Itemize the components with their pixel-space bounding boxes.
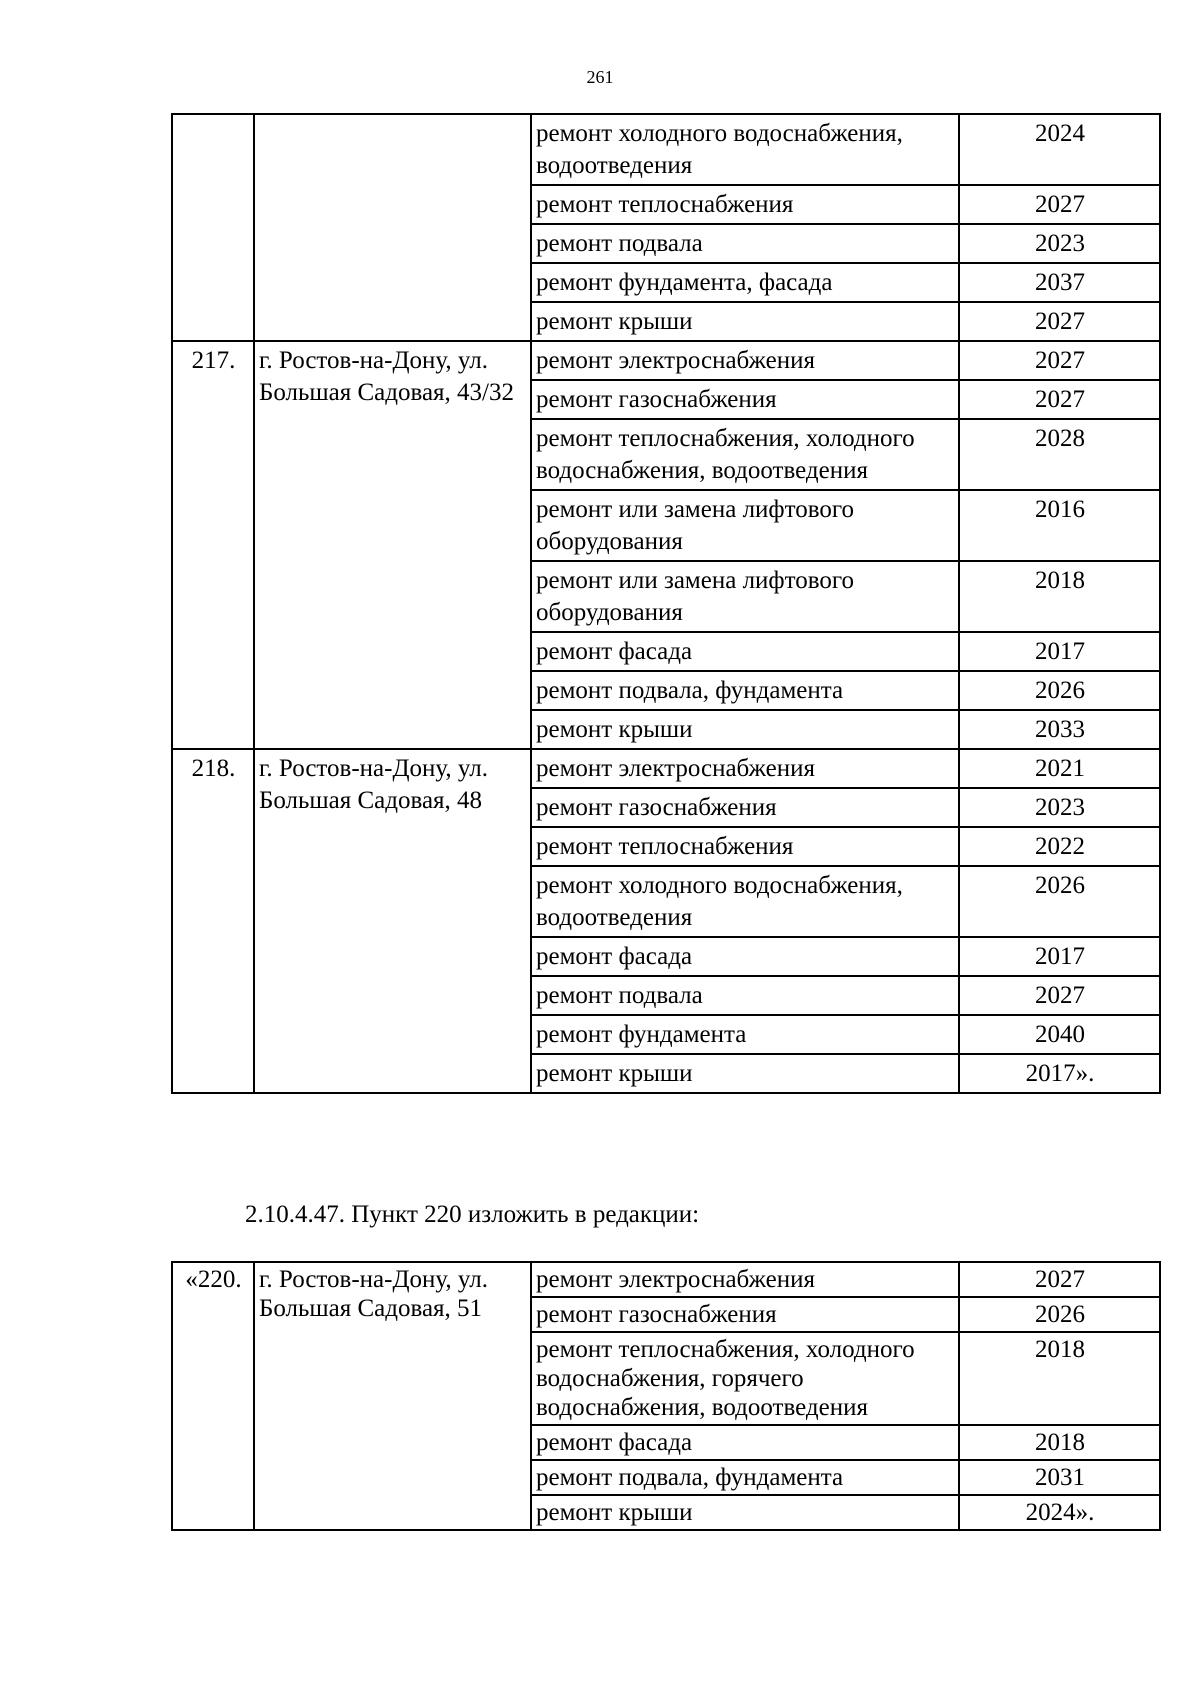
year-cell: 2021 xyxy=(959,749,1160,788)
work-type-cell: ремонт холодного водоснабжения, водоотведения xyxy=(531,866,959,937)
work-type-cell: ремонт фасада xyxy=(531,632,959,671)
year-cell: 2018 xyxy=(959,561,1160,632)
work-type-cell: ремонт или замена лифтового оборудования xyxy=(531,490,959,561)
address-cell: г. Ростов-на-Дону, ул. Большая Садовая, 43/32 xyxy=(254,341,531,749)
address-cell: г. Ростов-на-Дону, ул. Большая Садовая, 48 xyxy=(254,749,531,1093)
work-type-cell: ремонт фасада xyxy=(531,937,959,976)
year-cell: 2026 xyxy=(959,1297,1160,1332)
work-type-cell: ремонт крыши xyxy=(531,1495,959,1530)
year-cell: 2026 xyxy=(959,671,1160,710)
table-row xyxy=(172,114,1160,185)
work-type-cell: ремонт газоснабжения xyxy=(531,380,959,419)
work-type-cell: ремонт электроснабжения xyxy=(531,341,959,380)
work-type-cell: ремонт теплоснабжения xyxy=(531,185,959,224)
work-type-cell: ремонт фундамента xyxy=(531,1015,959,1054)
address-cell: г. Ростов-на-Дону, ул. Большая Садовая, 51 xyxy=(254,1262,531,1530)
table-row xyxy=(172,749,1160,788)
work-type-cell: ремонт газоснабжения xyxy=(531,788,959,827)
year-cell: 2017 xyxy=(959,937,1160,976)
year-cell: 2024». xyxy=(959,1495,1160,1530)
repair-schedule-table xyxy=(171,113,1161,1094)
item-number-cell: 217. xyxy=(172,341,254,749)
year-cell: 2040 xyxy=(959,1015,1160,1054)
page-number: 261 xyxy=(586,67,614,87)
work-type-cell: ремонт или замена лифтового оборудования xyxy=(531,561,959,632)
year-cell: 2027 xyxy=(959,341,1160,380)
work-type-cell: ремонт теплоснабжения xyxy=(531,827,959,866)
year-cell: 2027 xyxy=(959,976,1160,1015)
year-cell: 2028 xyxy=(959,419,1160,490)
year-cell: 2037 xyxy=(959,263,1160,302)
repair-schedule-body xyxy=(172,114,1160,1093)
work-type-cell: ремонт газоснабжения xyxy=(531,1297,959,1332)
work-type-cell: ремонт холодного водоснабжения, водоотведения xyxy=(531,114,959,185)
work-type-cell: ремонт крыши xyxy=(531,710,959,749)
item-number-cell: 218. xyxy=(172,749,254,1093)
item-number-cell xyxy=(172,114,254,341)
work-type-cell: ремонт крыши xyxy=(531,302,959,341)
amended-item-table xyxy=(171,1261,1161,1531)
year-cell: 2016 xyxy=(959,490,1160,561)
work-type-cell: ремонт теплоснабжения, холодного водоснабжения, водоотведения xyxy=(531,419,959,490)
year-cell: 2018 xyxy=(959,1332,1160,1425)
work-type-cell: ремонт электроснабжения xyxy=(531,1262,959,1297)
year-cell: 2023 xyxy=(959,788,1160,827)
year-cell: 2023 xyxy=(959,224,1160,263)
year-cell: 2027 xyxy=(959,380,1160,419)
work-type-cell: ремонт подвала xyxy=(531,224,959,263)
year-cell: 2022 xyxy=(959,827,1160,866)
year-cell: 2018 xyxy=(959,1425,1160,1460)
year-cell: 2027 xyxy=(959,1262,1160,1297)
item-number-cell: «220. xyxy=(172,1262,254,1530)
year-cell: 2027 xyxy=(959,302,1160,341)
year-cell: 2033 xyxy=(959,710,1160,749)
year-cell: 2027 xyxy=(959,185,1160,224)
work-type-cell: ремонт подвала xyxy=(531,976,959,1015)
amendment-paragraph: 2.10.4.47. Пункт 220 изложить в редакции: xyxy=(245,1201,700,1228)
work-type-cell: ремонт теплоснабжения, холодного водоснабжения, горячего водоснабжения, водоотведения xyxy=(531,1332,959,1425)
year-cell: 2017». xyxy=(959,1054,1160,1093)
year-cell: 2017 xyxy=(959,632,1160,671)
year-cell: 2031 xyxy=(959,1460,1160,1495)
amended-item-body xyxy=(172,1262,1160,1530)
table-row xyxy=(172,1262,1160,1297)
year-cell: 2024 xyxy=(959,114,1160,185)
work-type-cell: ремонт электроснабжения xyxy=(531,749,959,788)
year-cell: 2026 xyxy=(959,866,1160,937)
work-type-cell: ремонт подвала, фундамента xyxy=(531,1460,959,1495)
work-type-cell: ремонт фундамента, фасада xyxy=(531,263,959,302)
work-type-cell: ремонт фасада xyxy=(531,1425,959,1460)
table-row xyxy=(172,341,1160,380)
work-type-cell: ремонт крыши xyxy=(531,1054,959,1093)
address-cell xyxy=(254,114,531,341)
work-type-cell: ремонт подвала, фундамента xyxy=(531,671,959,710)
